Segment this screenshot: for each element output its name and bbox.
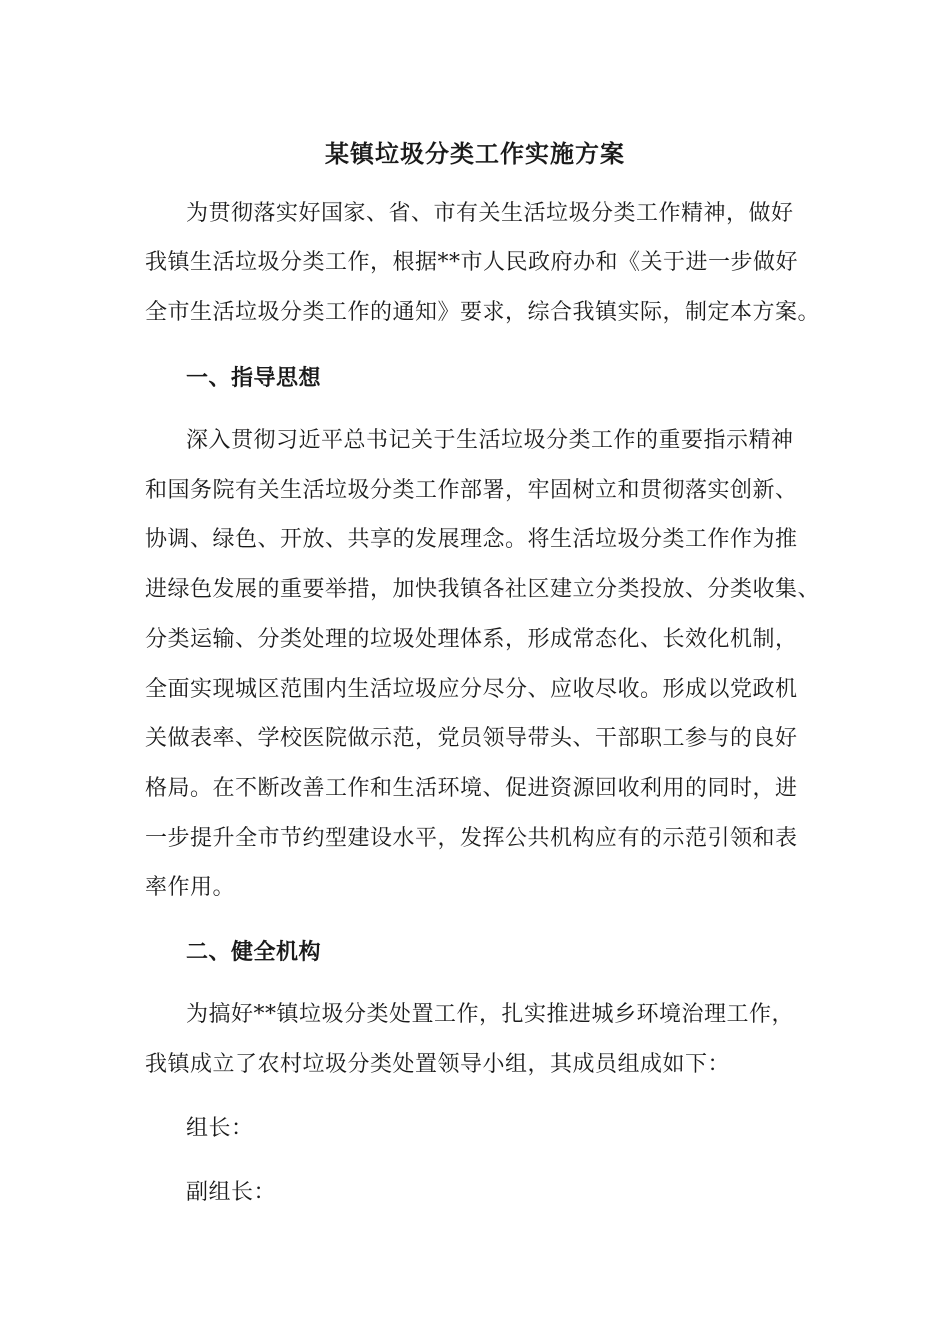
body-line: 我镇成立了农村垃圾分类处置领导小组，其成员组成如下： [145, 1052, 731, 1077]
intro-line: 全市生活垃圾分类工作的通知》要求，综合我镇实际，制定本方案。 [145, 300, 821, 325]
intro-line: 为贯彻落实好国家、省、市有关生活垃圾分类工作精神，做好 [186, 201, 794, 226]
intro-line: 我镇生活垃圾分类工作，根据**市人民政府办和《关于进一步做好 [145, 250, 799, 275]
body-line: 和国务院有关生活垃圾分类工作部署，牢固树立和贯彻落实创新、 [145, 478, 798, 503]
body-line: 格局。在不断改善工作和生活环境、促进资源回收利用的同时，进 [145, 776, 798, 801]
body-line: 关做表率、学校医院做示范，党员领导带头、干部职工参与的良好 [145, 726, 798, 751]
document-title: 某镇垃圾分类工作实施方案 [325, 139, 625, 168]
body-line: 一步提升全市节约型建设水平，发挥公共机构应有的示范引领和表 [145, 826, 798, 851]
body-line: 协调、绿色、开放、共享的发展理念。将生活垃圾分类工作作为推 [145, 527, 798, 552]
body-line: 为搞好**镇垃圾分类处置工作，扎实推进城乡环境治理工作， [186, 1002, 795, 1027]
body-line: 深入贯彻习近平总书记关于生活垃圾分类工作的重要指示精神 [186, 428, 794, 453]
leader-label: 组长： [186, 1116, 254, 1141]
body-line: 率作用。 [145, 875, 236, 900]
section-heading-guiding-thought: 一、指导思想 [186, 365, 322, 391]
body-line: 进绿色发展的重要举措，加快我镇各社区建立分类投放、分类收集、 [145, 577, 821, 602]
body-line: 分类运输、分类处理的垃圾处理体系，形成常态化、长效化机制， [145, 627, 798, 652]
deputy-leader-label: 副组长： [186, 1180, 277, 1205]
section-heading-organization: 二、健全机构 [186, 939, 322, 965]
body-line: 全面实现城区范围内生活垃圾应分尽分、应收尽收。形成以党政机 [145, 677, 798, 702]
